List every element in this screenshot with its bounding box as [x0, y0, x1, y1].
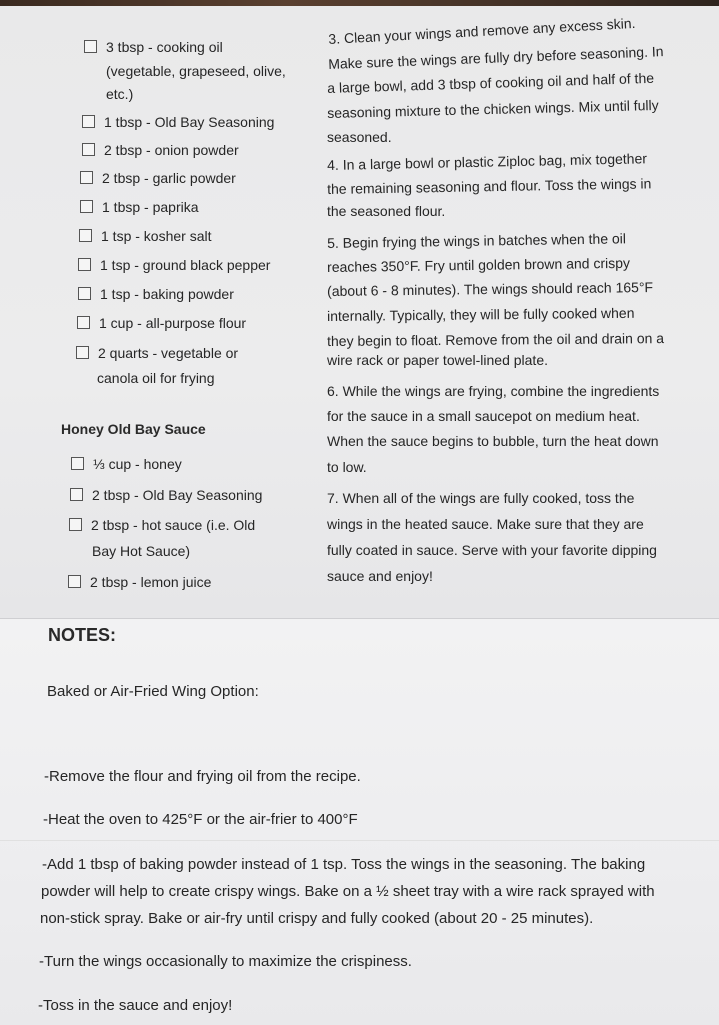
- step-line: wire rack or paper towel-lined plate.: [327, 352, 548, 368]
- checkbox-icon[interactable]: [68, 575, 81, 588]
- step-line: When the sauce begins to bubble, turn the heat down: [327, 433, 659, 449]
- checkbox-icon[interactable]: [84, 40, 97, 53]
- ingredient-item: 1 tbsp - Old Bay Seasoning: [82, 110, 274, 135]
- sauce-continuation: Bay Hot Sauce): [92, 543, 191, 559]
- step-line: 5. Begin frying the wings in batches when the oil: [327, 230, 627, 251]
- ingredient-item: 1 tbsp - paprika: [80, 195, 199, 220]
- ingredient-continuation: (vegetable, grapeseed, olive,: [106, 63, 286, 79]
- sauce-item: 2 tbsp - hot sauce (i.e. Old: [69, 513, 255, 538]
- ingredient-item: 1 tsp - baking powder: [78, 282, 234, 307]
- step-line: wings in the heated sauce. Make sure that they are: [327, 516, 644, 532]
- sauce-item: 2 tbsp - lemon juice: [68, 570, 211, 595]
- sauce-item: ⅓ cup - honey: [71, 452, 182, 477]
- step-line: (about 6 - 8 minutes). The wings should reach 165°F: [327, 279, 654, 299]
- step-line: they begin to float. Remove from the oil and drain on a: [327, 330, 665, 349]
- checkbox-icon[interactable]: [77, 316, 90, 329]
- note-line: -Add 1 tbsp of baking powder instead of 1 tsp. Toss the wings in the seasoning. The baking: [42, 856, 646, 873]
- step-line: reaches 350°F. Fry until golden brown and crispy: [327, 254, 631, 275]
- step-line: 3. Clean your wings and remove any excess skin.: [328, 14, 636, 47]
- checkbox-icon[interactable]: [82, 115, 95, 128]
- ingredient-item: 3 tbsp - cooking oil: [84, 35, 223, 60]
- step-line: the seasoned flour.: [327, 203, 446, 219]
- step-line: seasoned.: [327, 129, 392, 145]
- step-line: for the sauce in a small saucepot on medium heat.: [327, 408, 640, 424]
- note-line: powder will help to create crispy wings. Bake on a ½ sheet tray with a wire rack sprayed with: [41, 883, 655, 900]
- checkbox-icon[interactable]: [71, 457, 84, 470]
- notes-title: NOTES:: [48, 625, 117, 645]
- note-line: -Turn the wings occasionally to maximize the crispiness.: [39, 953, 412, 970]
- step-line: internally. Typically, they will be fully cooked when: [327, 304, 635, 324]
- checkbox-icon[interactable]: [69, 518, 82, 531]
- step-line: sauce and enjoy!: [327, 568, 433, 584]
- step-line: 6. While the wings are frying, combine the ingredients: [327, 383, 660, 399]
- step-line: to low.: [327, 459, 367, 475]
- checkbox-icon[interactable]: [78, 287, 91, 300]
- note-line: -Heat the oven to 425°F or the air-frier to 400°F: [43, 811, 358, 828]
- note-line: -Remove the flour and frying oil from the recipe.: [44, 768, 361, 785]
- note-line: Baked or Air-Fried Wing Option:: [47, 683, 259, 700]
- note-line: non-stick spray. Bake or air-fry until crispy and fully cooked (about 20 - 25 minutes).: [40, 910, 594, 927]
- ingredient-item: 1 tsp - ground black pepper: [78, 253, 270, 278]
- step-line: the remaining seasoning and flour. Toss the wings in: [327, 175, 652, 197]
- checkbox-icon[interactable]: [79, 229, 92, 242]
- ingredient-item: 1 tsp - kosher salt: [79, 224, 212, 249]
- ingredient-item: 2 tbsp - onion powder: [82, 138, 239, 163]
- sauce-item: 2 tbsp - Old Bay Seasoning: [70, 483, 262, 508]
- ingredient-continuation: canola oil for frying: [97, 370, 215, 386]
- checkbox-icon[interactable]: [78, 258, 91, 271]
- ingredient-item: 2 quarts - vegetable or: [76, 341, 238, 366]
- ingredient-item: 2 tbsp - garlic powder: [80, 166, 236, 191]
- step-line: 7. When all of the wings are fully cooked, toss the: [327, 490, 635, 506]
- checkbox-icon[interactable]: [80, 200, 93, 213]
- ingredient-item: 1 cup - all-purpose flour: [77, 311, 246, 336]
- checkbox-icon[interactable]: [76, 346, 89, 359]
- note-line: -Toss in the sauce and enjoy!: [38, 997, 233, 1014]
- checkbox-icon[interactable]: [70, 488, 83, 501]
- checkbox-icon[interactable]: [82, 143, 95, 156]
- step-line: fully coated in sauce. Serve with your favorite dipping: [327, 542, 657, 558]
- step-line: 4. In a large bowl or plastic Ziploc bag, mix together: [327, 150, 648, 173]
- step-line: seasoning mixture to the chicken wings. Mix until fully: [327, 96, 659, 121]
- sauce-title: Honey Old Bay Sauce: [61, 421, 206, 437]
- ingredient-continuation: etc.): [106, 86, 134, 102]
- step-line: a large bowl, add 3 tbsp of cooking oil and half of the: [327, 69, 655, 96]
- checkbox-icon[interactable]: [80, 171, 93, 184]
- step-line: Make sure the wings are fully dry before seasoning. In: [328, 43, 664, 72]
- paper-fold-line: [0, 840, 719, 841]
